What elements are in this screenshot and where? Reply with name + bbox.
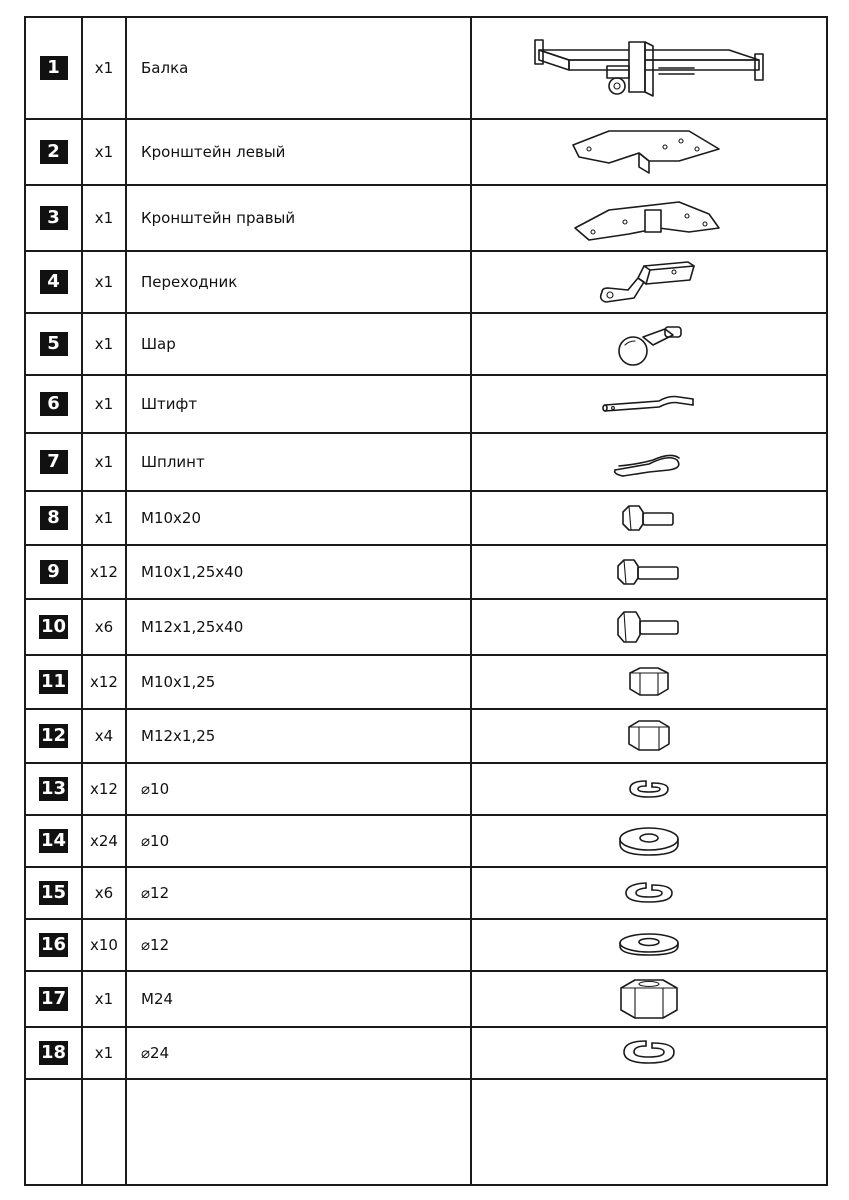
flat-washer-icon <box>616 930 682 960</box>
part-name-cell: ⌀10 <box>126 815 471 867</box>
part-number-badge: 14 <box>40 830 67 851</box>
part-image-cell <box>471 1027 827 1079</box>
table-row <box>25 867 827 919</box>
hex-nut-icon <box>617 977 681 1021</box>
part-number-cell <box>25 867 82 919</box>
parts-table <box>24 16 828 1186</box>
part-number-cell <box>25 655 82 709</box>
part-name-cell: ⌀12 <box>126 919 471 971</box>
part-image-cell <box>471 815 827 867</box>
quantity-cell: x1 <box>82 17 126 119</box>
part-number-badge: 3 <box>40 206 68 230</box>
part-name-cell: ⌀24 <box>126 1027 471 1079</box>
spring-washer-icon <box>624 775 674 803</box>
quantity-cell: x1 <box>82 971 126 1027</box>
part-image-cell <box>471 251 827 313</box>
quantity-cell: x6 <box>82 599 126 655</box>
part-image-cell <box>471 867 827 919</box>
table-row <box>25 375 827 433</box>
table-row <box>25 709 827 763</box>
part-number-cell <box>25 709 82 763</box>
table-row <box>25 119 827 185</box>
quantity-cell: x1 <box>82 375 126 433</box>
part-number-badge: 11 <box>40 671 67 692</box>
part-number-badge: 4 <box>40 270 68 294</box>
bolt-icon <box>614 609 684 645</box>
hex-nut-icon <box>624 665 674 699</box>
part-name-cell: M24 <box>126 971 471 1027</box>
part-name-cell: Переходник <box>126 251 471 313</box>
part-name-cell: M10x1,25 <box>126 655 471 709</box>
quantity-cell: x6 <box>82 867 126 919</box>
part-number-badge: 15 <box>40 882 67 903</box>
part-number-badge: 2 <box>40 140 68 164</box>
bolt-icon <box>614 556 684 588</box>
table-row <box>25 919 827 971</box>
part-image-cell <box>471 919 827 971</box>
part-number-badge: 8 <box>40 506 68 530</box>
part-number-cell <box>25 919 82 971</box>
part-number-cell <box>25 313 82 375</box>
part-name-cell: M10x20 <box>126 491 471 545</box>
table-row <box>25 251 827 313</box>
part-image-cell <box>471 17 827 119</box>
left-bracket-icon <box>569 127 729 177</box>
table-row <box>25 763 827 815</box>
bolt-icon <box>619 502 679 534</box>
part-name-cell: ⌀10 <box>126 763 471 815</box>
part-image-cell <box>471 545 827 599</box>
table-row <box>25 971 827 1027</box>
quantity-cell: x1 <box>82 433 126 491</box>
pin-icon <box>599 389 699 419</box>
part-name-cell: M12x1,25 <box>126 709 471 763</box>
part-number-cell <box>25 1027 82 1079</box>
part-number-cell <box>25 119 82 185</box>
quantity-cell: x12 <box>82 655 126 709</box>
table-row <box>25 1027 827 1079</box>
part-number-badge: 16 <box>40 934 67 955</box>
part-image-cell <box>471 185 827 251</box>
part-image-cell <box>471 375 827 433</box>
part-number-cell <box>25 545 82 599</box>
part-image-cell <box>471 313 827 375</box>
part-name-cell: Кронштейн правый <box>126 185 471 251</box>
part-number-badge: 17 <box>40 988 67 1009</box>
spring-washer-icon <box>618 1036 680 1070</box>
part-number-cell <box>25 251 82 313</box>
empty-row <box>25 1079 827 1185</box>
part-image-cell <box>471 971 827 1027</box>
part-number-badge: 13 <box>40 778 67 799</box>
part-number-badge: 7 <box>40 450 68 474</box>
part-number-badge: 9 <box>40 560 68 584</box>
part-image-cell <box>471 119 827 185</box>
part-number-badge: 10 <box>40 616 67 637</box>
part-number-badge: 6 <box>40 392 68 416</box>
quantity-cell: x24 <box>82 815 126 867</box>
table-row <box>25 815 827 867</box>
part-number-cell <box>25 17 82 119</box>
quantity-cell: x4 <box>82 709 126 763</box>
part-name-cell: Шплинт <box>126 433 471 491</box>
part-name-cell: Шар <box>126 313 471 375</box>
part-number-badge: 12 <box>40 725 67 746</box>
tow-ball-icon <box>609 319 689 369</box>
quantity-cell: x10 <box>82 919 126 971</box>
part-name-cell: M12x1,25x40 <box>126 599 471 655</box>
quantity-cell: x1 <box>82 119 126 185</box>
part-image-cell <box>471 709 827 763</box>
empty-cell <box>471 1079 827 1185</box>
right-bracket-icon <box>569 192 729 244</box>
flat-washer-icon <box>616 824 682 858</box>
part-number-cell <box>25 971 82 1027</box>
part-image-cell <box>471 491 827 545</box>
part-image-cell <box>471 599 827 655</box>
table-row <box>25 491 827 545</box>
quantity-cell: x1 <box>82 251 126 313</box>
table-row <box>25 185 827 251</box>
part-number-cell <box>25 491 82 545</box>
table-row <box>25 433 827 491</box>
empty-cell <box>82 1079 126 1185</box>
quantity-cell: x12 <box>82 763 126 815</box>
hex-nut-icon <box>624 718 674 754</box>
part-number-badge: 5 <box>40 332 68 356</box>
adapter-icon <box>594 258 704 306</box>
quantity-cell: x1 <box>82 1027 126 1079</box>
table-row <box>25 17 827 119</box>
part-name-cell: ⌀12 <box>126 867 471 919</box>
part-number-cell <box>25 185 82 251</box>
table-row <box>25 655 827 709</box>
tow-beam-icon <box>529 28 769 108</box>
quantity-cell: x1 <box>82 491 126 545</box>
quantity-cell: x12 <box>82 545 126 599</box>
part-name-cell: Штифт <box>126 375 471 433</box>
quantity-cell: x1 <box>82 185 126 251</box>
part-number-cell <box>25 763 82 815</box>
spring-washer-icon <box>620 878 678 908</box>
quantity-cell: x1 <box>82 313 126 375</box>
part-image-cell <box>471 433 827 491</box>
part-name-cell: Балка <box>126 17 471 119</box>
empty-cell <box>126 1079 471 1185</box>
part-number-cell <box>25 433 82 491</box>
part-image-cell <box>471 655 827 709</box>
part-number-badge: 18 <box>40 1042 67 1063</box>
part-name-cell: M10x1,25x40 <box>126 545 471 599</box>
part-number-cell <box>25 599 82 655</box>
part-name-cell: Кронштейн левый <box>126 119 471 185</box>
table-row <box>25 545 827 599</box>
empty-cell <box>25 1079 82 1185</box>
part-image-cell <box>471 763 827 815</box>
part-number-badge: 1 <box>40 56 68 80</box>
part-number-cell <box>25 815 82 867</box>
part-number-cell <box>25 375 82 433</box>
table-row <box>25 599 827 655</box>
cotter-pin-icon <box>609 444 689 480</box>
table-row <box>25 313 827 375</box>
